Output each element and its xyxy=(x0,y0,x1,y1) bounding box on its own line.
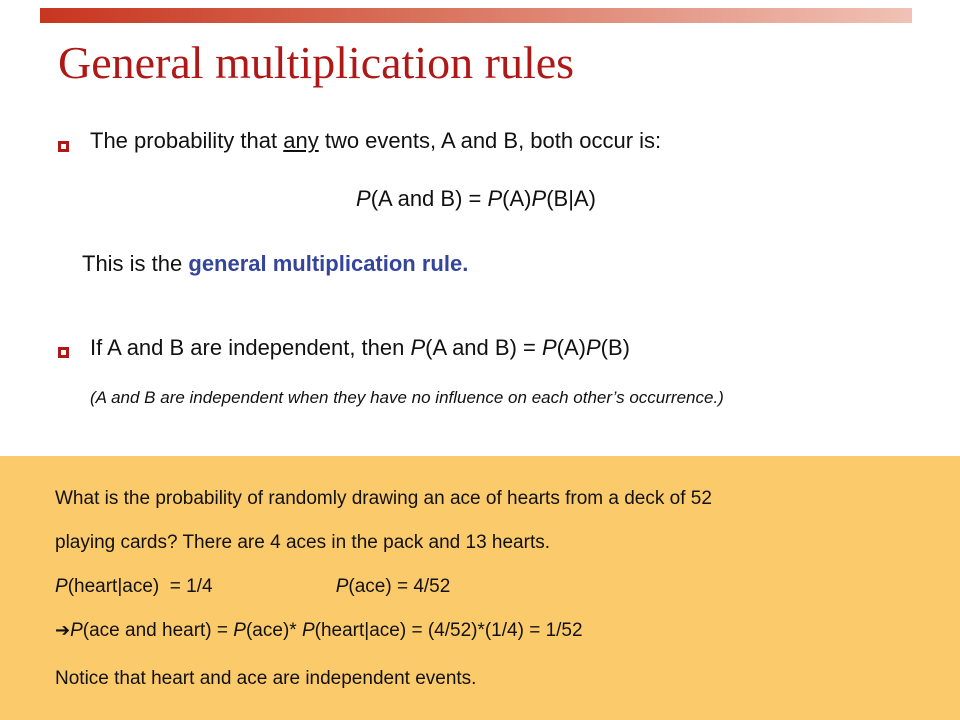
example-question-line-2: playing cards? There are 4 aces in the pack and 13 hearts. xyxy=(55,532,551,553)
example-box xyxy=(0,456,960,720)
bullet-text-independent: If A and B are independent, then P(A and B) = P(A)P(B) xyxy=(90,335,630,360)
independence-note: (A and B are independent when they have no influence on each other’s occurrence.) xyxy=(90,388,724,407)
square-bullet-icon xyxy=(58,347,69,358)
square-bullet-icon xyxy=(58,141,69,152)
example-question-line-1: What is the probability of randomly drawing an ace of hearts from a deck of 52 xyxy=(55,488,712,509)
underlined-any: any xyxy=(283,128,319,153)
example-computation: ➔P(ace and heart) = P(ace)* P(heart|ace) = (4/52)*(1/4) = 1/52 xyxy=(55,620,583,641)
right-arrow-icon: ➔ xyxy=(55,620,71,641)
example-given-probabilities: P(heart|ace) = 1/4 P(ace) = 4/52 xyxy=(55,576,451,597)
rule-name-line: This is the general multiplication rule. xyxy=(82,251,469,276)
rule-name-emphasis: general multiplication rule. xyxy=(188,251,469,276)
title-accent-bar xyxy=(40,8,912,23)
general-rule-formula: P(A and B) = P(A)P(B|A) xyxy=(356,186,596,211)
bullet-text-any-two-events: The probability that any two events, A and B, both occur is: xyxy=(90,128,662,153)
slide-title: General multiplication rules xyxy=(58,37,575,88)
example-conclusion: Notice that heart and ace are independent events. xyxy=(55,668,477,689)
